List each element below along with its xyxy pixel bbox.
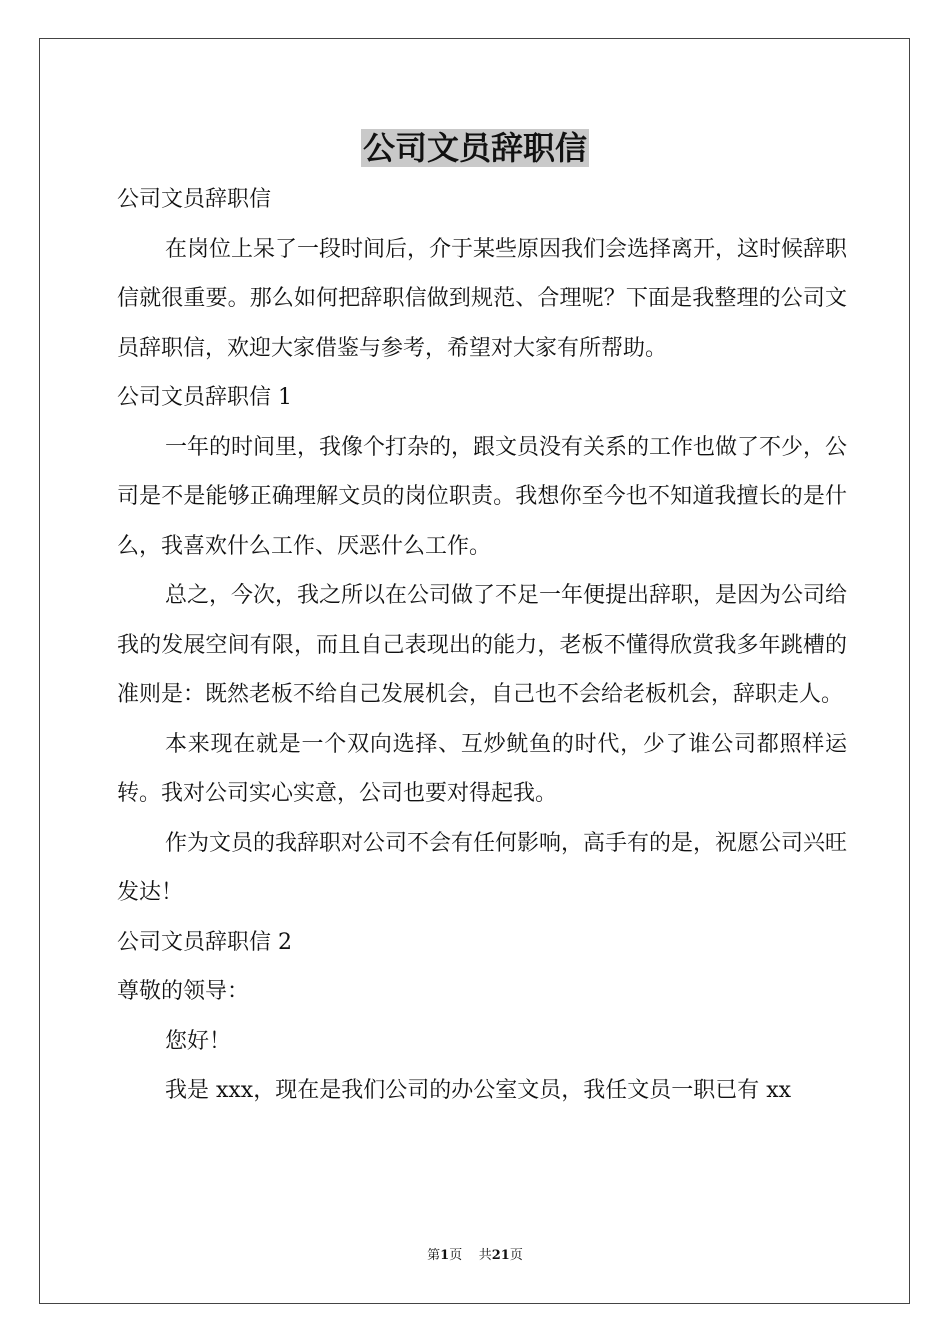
footer-page-suffix: 页 <box>509 1248 523 1263</box>
greeting: 您好！ <box>165 1028 232 1054</box>
body-paragraph: 作为文员的我辞职对公司不会有任何影响，高手有的是，祝愿公司兴旺发达！ <box>117 830 848 905</box>
page-footer <box>0 1246 950 1266</box>
body-paragraph: 我是 xxx，现在是我们公司的办公室文员，我任文员一职已有 xx <box>165 1078 792 1103</box>
document-title <box>0 125 950 171</box>
body-paragraph: 一年的时间里，我像个打杂的，跟文员没有关系的工作也做了不少，公司是不是能够正确理解文员的岗位职责。我想你至今也不知道我擅长的是什么，我喜欢什么工作、厌恶什么工作。 <box>117 434 848 559</box>
footer-page-prefix: 第 <box>427 1248 441 1263</box>
footer-page-mid: 页 共 <box>449 1248 492 1263</box>
footer-page-total: 21 <box>491 1248 510 1263</box>
salutation: 尊敬的领导： <box>117 979 250 1004</box>
intro-paragraph: 在岗位上呆了一段时间后，介于某些原因我们会选择离开，这时候辞职信就很重要。那么如何把辞职信做到规范、合理呢？下面是我整理的公司文员辞职信，欢迎大家借鉴与参考，希望对大家有所帮助。 <box>117 236 848 361</box>
section-heading: 公司文员辞职信 2 <box>117 929 292 955</box>
document-body <box>117 175 847 1116</box>
body-paragraph: 总之，今次，我之所以在公司做了不足一年便提出辞职，是因为公司给我的发展空间有限，而且自己表现出的能力，老板不懂得欣赏我多年跳槽的准则是：既然老板不给自己发展机会，自己也不会给老板机会，辞职走人。 <box>117 583 848 707</box>
body-paragraph: 本来现在就是一个双向选择、互炒鱿鱼的时代，少了谁公司都照样运转。我对公司实心实意，公司也要对得起我。 <box>117 731 847 806</box>
footer-page-number: 1 <box>440 1248 450 1263</box>
section-heading: 公司文员辞职信 1 <box>117 385 292 410</box>
document-title-text: 公司文员辞职信 <box>362 129 587 167</box>
section-heading: 公司文员辞职信 <box>117 187 272 212</box>
